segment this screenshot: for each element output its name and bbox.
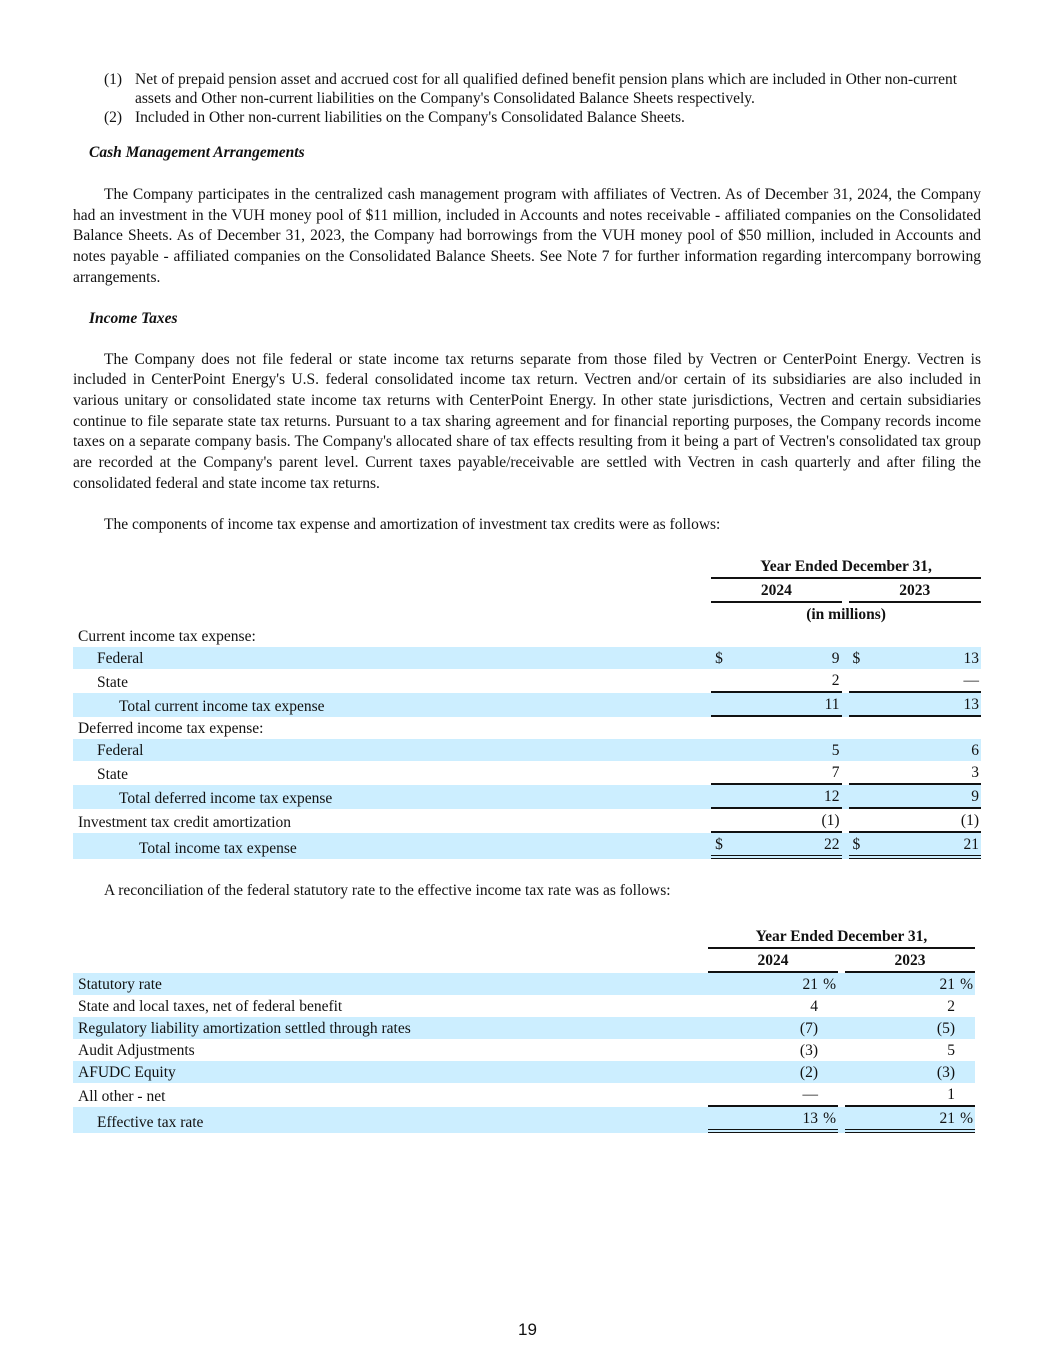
row-label: Federal [73, 647, 711, 669]
year-header-2024: 2024 [711, 579, 841, 603]
currency-symbol: $ [849, 833, 873, 859]
value-2023: 21 [872, 833, 981, 859]
row-label: Deferred income tax expense: [78, 720, 264, 738]
table-row [73, 717, 981, 739]
value-2024: 2 [735, 669, 842, 693]
components-intro: The components of income tax expense and amortization of investment tax credits were as follows: [104, 516, 721, 534]
value-2023: (5) [936, 1020, 955, 1038]
row-label: State [97, 766, 128, 784]
value-2024: 7 [735, 761, 842, 785]
percent-sign: % [960, 976, 973, 994]
table-row [73, 761, 981, 785]
value-2024: 5 [735, 739, 842, 761]
value-2023: 13 [872, 693, 981, 717]
currency-symbol: $ [711, 833, 735, 859]
value-2023: 21 [939, 976, 955, 994]
row-label: State [97, 674, 128, 692]
value-2023: 21 [939, 1110, 955, 1128]
footnotes-list [73, 70, 981, 127]
currency-symbol: $ [711, 647, 735, 669]
value-2023: (1) [872, 809, 981, 833]
percent-sign: % [823, 976, 836, 994]
table-row [73, 1061, 975, 1083]
value-2024: (3) [799, 1042, 818, 1060]
document-page [73, 70, 981, 1133]
value-2024: — [802, 1086, 818, 1104]
value-2024: (1) [735, 809, 842, 833]
table-row [73, 785, 981, 809]
row-label: Audit Adjustments [78, 1042, 195, 1060]
row-label: Investment tax credit amortization [78, 814, 292, 832]
value-2023: 3 [872, 761, 981, 785]
value-2024: (2) [799, 1064, 818, 1082]
row-label: Effective tax rate [73, 1107, 708, 1133]
period-header: Year Ended December 31, [708, 925, 975, 949]
value-2023: 1 [947, 1086, 955, 1104]
row-label: Statutory rate [73, 973, 708, 995]
value-2024: 22 [735, 833, 842, 859]
table-row [73, 625, 981, 647]
table-row [73, 647, 981, 669]
table-row-total [73, 833, 981, 859]
table-row-total [73, 1107, 975, 1133]
cash-management-paragraph: The Company participates in the centralized cash management program with affiliates of Vectren. As of December 31, 2024, the Company had an investment in the VUH money pool of $11 million, included in Accounts and notes receivable - affiliated companies on the Consolidated Balance Sheets. As of December 31, 2023, the Company had borrowings from the VUH money pool of $50 million, included in Accounts and notes payable - affiliated companies on the Consolidated Balance Sheets. See Note 7 for further information regarding intercompany borrowing arrangements. [73, 186, 981, 286]
value-2024: 11 [735, 693, 842, 717]
value-2023: (3) [936, 1064, 955, 1082]
percent-sign: % [960, 1110, 973, 1128]
value-2023: 6 [872, 739, 981, 761]
value-2023: 2 [947, 998, 955, 1016]
table-row [73, 669, 981, 693]
table-row [73, 1017, 975, 1039]
value-2023: — [872, 669, 981, 693]
table-row [73, 693, 981, 717]
table-row [73, 973, 975, 995]
income-taxes-paragraph: The Company does not file federal or state income tax returns separate from those filed by Vectren or CenterPoint Energy. Vectren is included in CenterPoint Energy's U.S. federal consolidated income tax return. Vectren and/or certain of its subsidiaries are also included in various unitary or consolidated state income tax returns with CenterPoint Energy. In other state jurisdictions, Vectren and certain subsidiaries continue to file separate state tax returns. Pursuant to a tax sharing agreement and for financial reporting purposes, the Company records income taxes on a separate company basis. The Company's allocated share of tax effects resulting from it being a part of Vectren's consolidated tax group are recorded at the Company's parent level. Current taxes payable/receivable are settled with Vectren in cash quarterly and after filing the consolidated federal and state income tax returns. [73, 350, 981, 492]
table-row [73, 809, 981, 833]
value-2024: 13 [802, 1110, 818, 1128]
table-row [73, 1083, 975, 1107]
footnote-item [73, 108, 981, 127]
cash-management-heading: Cash Management Arrangements [89, 144, 305, 161]
tax-rate-reconciliation-table [73, 925, 975, 1133]
value-2023: 9 [872, 785, 981, 809]
page-number: 19 [518, 1320, 537, 1339]
table-row [73, 739, 981, 761]
row-label: All other - net [78, 1088, 166, 1106]
row-label: State and local taxes, net of federal benefit [78, 998, 343, 1016]
income-taxes-heading: Income Taxes [89, 309, 178, 327]
percent-sign: % [823, 1110, 836, 1128]
year-header-2023: 2023 [845, 949, 975, 973]
value-2024: 4 [810, 998, 818, 1016]
row-label: Regulatory liability amortization settled through rates [73, 1017, 708, 1039]
value-2024: 21 [802, 976, 818, 994]
footnote-number: (2) [104, 109, 123, 126]
row-label: Total deferred income tax expense [73, 785, 711, 809]
value-2024: 9 [735, 647, 842, 669]
footnote-text: Included in Other non-current liabilities on the Company's Consolidated Balance Sheets. [135, 109, 685, 126]
currency-symbol: $ [849, 647, 873, 669]
table-row [73, 995, 975, 1017]
footnote-text: Net of prepaid pension asset and accrued cost for all qualified defined benefit pension plans which are included in Other non-current assets and Other non-current liabilities on the Company's Consolidated Balance Sheets respectively. [135, 71, 958, 107]
value-2024: 12 [735, 785, 842, 809]
units-label: (in millions) [806, 606, 886, 624]
year-header-2024: 2024 [708, 949, 838, 973]
footnote-number: (1) [104, 71, 123, 88]
income-tax-expense-table [73, 555, 981, 859]
row-label: Total income tax expense [73, 833, 711, 859]
row-label: AFUDC Equity [73, 1061, 708, 1083]
row-label: Current income tax expense: [78, 628, 256, 646]
footnote-item [73, 70, 981, 108]
value-2024: (7) [799, 1020, 818, 1038]
value-2023: 5 [947, 1042, 955, 1060]
row-label: Total current income tax expense [73, 693, 711, 717]
period-header: Year Ended December 31, [711, 555, 981, 579]
year-header-2023: 2023 [849, 579, 982, 603]
value-2023: 13 [872, 647, 981, 669]
row-label: Federal [73, 739, 711, 761]
table-row [73, 1039, 975, 1061]
reconciliation-intro: A reconciliation of the federal statutory rate to the effective income tax rate was as follows: [104, 882, 671, 900]
